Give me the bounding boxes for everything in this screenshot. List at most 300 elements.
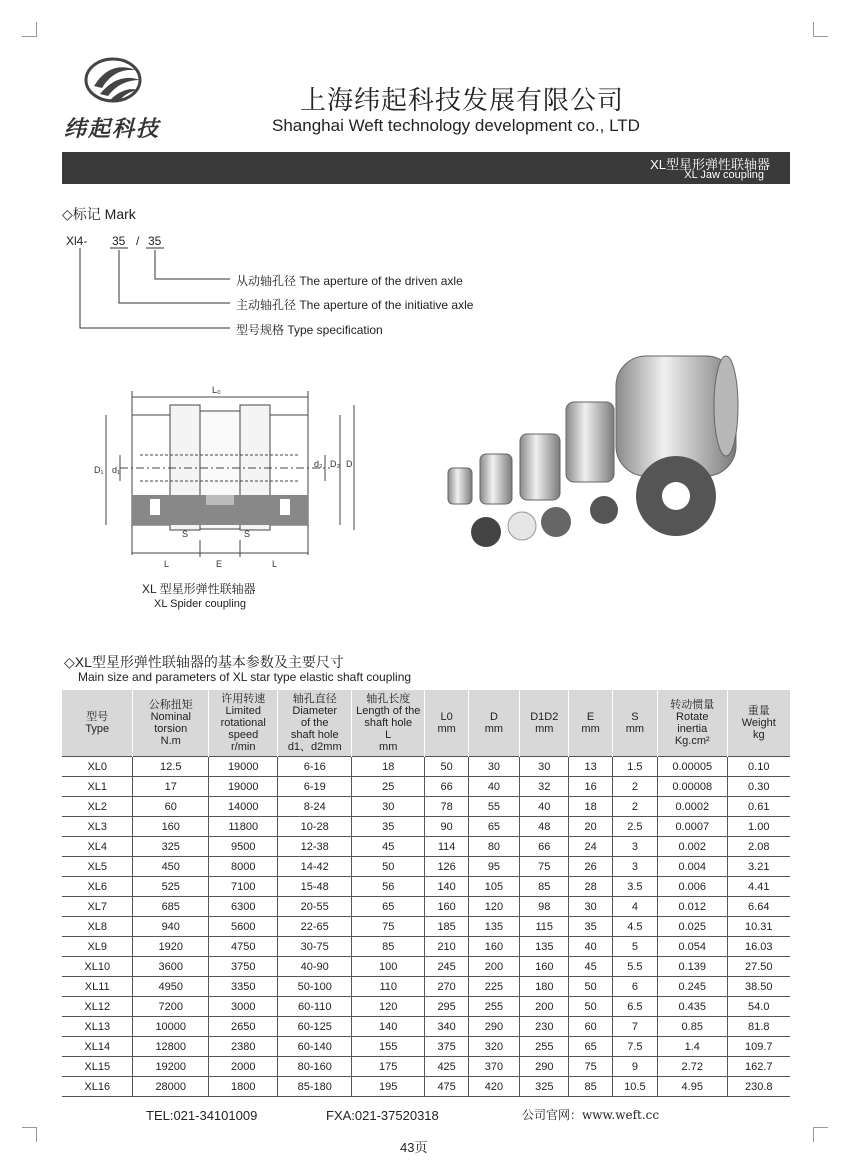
column-header-line: shaft hole	[290, 729, 339, 741]
table-cell: 160	[468, 937, 519, 957]
table-cell: 35	[569, 917, 612, 937]
table-cell: 45	[569, 957, 612, 977]
table-cell: 20	[569, 817, 612, 837]
table-row	[62, 957, 790, 977]
column-header-line: Length of the	[356, 705, 421, 717]
table-header-row	[62, 690, 790, 757]
table-cell: 940	[133, 917, 209, 937]
table-cell: 27.50	[727, 957, 790, 977]
table-cell: 30	[569, 897, 612, 917]
column-header-line: torsion	[154, 723, 188, 735]
table-cell: 3	[612, 857, 657, 877]
table-cell: 120	[351, 997, 425, 1017]
company-name-cn: 上海纬起科技发展有限公司	[300, 85, 625, 115]
column-header-line: N.m	[160, 735, 181, 747]
table-cell: 525	[133, 877, 209, 897]
table-cell: 160	[425, 897, 468, 917]
table-cell: 75	[520, 857, 569, 877]
column-header-line: Type	[85, 723, 110, 735]
table-cell: 14000	[209, 797, 278, 817]
table-cell: 230	[520, 1017, 569, 1037]
table-cell: 135	[468, 917, 519, 937]
table-cell: 60-125	[278, 1017, 352, 1037]
dim-l-left: L	[164, 559, 170, 569]
table-cell: 40	[468, 777, 519, 797]
table-cell: 475	[425, 1077, 468, 1097]
column-header-line: r/min	[231, 741, 256, 753]
table-cell: 6-16	[278, 757, 352, 777]
table-cell: 0.00005	[658, 757, 727, 777]
table-cell: 180	[520, 977, 569, 997]
column-header-line: 重量	[747, 705, 770, 717]
table-cell: 6300	[209, 897, 278, 917]
table-cell: 18	[569, 797, 612, 817]
table-cell: 135	[520, 937, 569, 957]
column-header-line: mm	[625, 723, 645, 735]
table-cell: 1.5	[612, 757, 657, 777]
table-cell: 2.5	[612, 817, 657, 837]
dim-d: D	[346, 459, 353, 469]
table-cell: 4.95	[658, 1077, 727, 1097]
table-cell: 40	[520, 797, 569, 817]
table-cell: 10000	[133, 1017, 209, 1037]
banner-title-en: XL Jaw coupling	[684, 169, 764, 181]
table-cell: 295	[425, 997, 468, 1017]
table-cell: 160	[133, 817, 209, 837]
table-cell: 12800	[133, 1037, 209, 1057]
table-title-cn: ◇XL型星形弹性联轴器的基本参数及主要尺寸	[64, 654, 344, 670]
table-cell: 100	[351, 957, 425, 977]
table-cell: 0.0007	[658, 817, 727, 837]
table-cell: 14-42	[278, 857, 352, 877]
table-cell: 30	[468, 757, 519, 777]
table-cell: 3.5	[612, 877, 657, 897]
table-cell: 2650	[209, 1017, 278, 1037]
column-header-line: 转动惯量	[670, 699, 715, 711]
table-row	[62, 997, 790, 1017]
table-cell: 3	[612, 837, 657, 857]
column-header-line: Rotate	[676, 711, 709, 723]
table-cell: 7	[612, 1017, 657, 1037]
table-cell: 66	[425, 777, 468, 797]
table-cell: XL15	[62, 1057, 133, 1077]
table-cell: 0.10	[727, 757, 790, 777]
table-cell: 11800	[209, 817, 278, 837]
table-cell: 16.03	[727, 937, 790, 957]
table-cell: 1920	[133, 937, 209, 957]
table-cell: 80	[468, 837, 519, 857]
table-cell: 0.025	[658, 917, 727, 937]
column-header	[425, 690, 468, 757]
table-cell: 65	[468, 817, 519, 837]
table-cell: 2	[612, 777, 657, 797]
table-cell: 45	[351, 837, 425, 857]
table-cell: 50	[425, 757, 468, 777]
table-cell: XL10	[62, 957, 133, 977]
table-cell: 65	[351, 897, 425, 917]
table-row	[62, 777, 790, 797]
table-cell: 50	[569, 997, 612, 1017]
table-cell: 245	[425, 957, 468, 977]
column-header-line: shaft hole	[364, 717, 413, 729]
table-cell: 2380	[209, 1037, 278, 1057]
table-cell: XL0	[62, 757, 133, 777]
table-cell: 2.08	[727, 837, 790, 857]
diagram-caption-cn: XL 型星形弹性联轴器	[142, 582, 256, 596]
table-cell: 80-160	[278, 1057, 352, 1077]
table-cell: 114	[425, 837, 468, 857]
table-cell: 50	[569, 977, 612, 997]
table-cell: 0.0002	[658, 797, 727, 817]
table-row	[62, 837, 790, 857]
table-cell: 8000	[209, 857, 278, 877]
code-prefix: Xl4-	[66, 234, 88, 248]
table-cell: 60	[569, 1017, 612, 1037]
table-cell: 0.002	[658, 837, 727, 857]
table-cell: 420	[468, 1077, 519, 1097]
table-cell: 7200	[133, 997, 209, 1017]
table-cell: 25	[351, 777, 425, 797]
table-row	[62, 917, 790, 937]
column-header	[658, 690, 727, 757]
table-row	[62, 857, 790, 877]
table-row	[62, 1017, 790, 1037]
table-cell: 65	[569, 1037, 612, 1057]
table-cell: 60-140	[278, 1037, 352, 1057]
table-cell: 19200	[133, 1057, 209, 1077]
table-row	[62, 757, 790, 777]
column-header-line: speed	[228, 729, 259, 741]
table-cell: 90	[425, 817, 468, 837]
column-header-line: Limited	[225, 705, 261, 717]
company-name-en: Shanghai Weft technology development co., LTD	[272, 116, 640, 135]
column-header-line: Diameter	[292, 705, 338, 717]
table-cell: 1.00	[727, 817, 790, 837]
dim-l0: L₀	[212, 385, 221, 395]
table-cell: 18	[351, 757, 425, 777]
table-cell: 375	[425, 1037, 468, 1057]
table-cell: 66	[520, 837, 569, 857]
column-header	[351, 690, 425, 757]
table-cell: XL8	[62, 917, 133, 937]
column-header-line: 轴孔长度	[366, 693, 411, 705]
table-cell: 56	[351, 877, 425, 897]
table-cell: 425	[425, 1057, 468, 1077]
table-cell: 225	[468, 977, 519, 997]
column-header	[278, 690, 352, 757]
footer-website: 公司官网：www.weft.cc	[522, 1108, 660, 1122]
coupling-technical-drawing	[90, 375, 370, 575]
table-row	[62, 817, 790, 837]
crop-mark	[813, 22, 828, 37]
column-header	[569, 690, 612, 757]
table-row	[62, 797, 790, 817]
dim-d1-outer: D₁	[94, 465, 104, 475]
table-cell: 16	[569, 777, 612, 797]
table-row	[62, 877, 790, 897]
table-cell: 19000	[209, 757, 278, 777]
table-cell: 95	[468, 857, 519, 877]
table-cell: 0.054	[658, 937, 727, 957]
table-cell: 450	[133, 857, 209, 877]
table-cell: XL6	[62, 877, 133, 897]
table-cell: 24	[569, 837, 612, 857]
dim-e: E	[216, 559, 223, 569]
column-header-line: Kg.cm²	[674, 735, 710, 747]
spec-initiative-axle: 主动轴孔径 The aperture of the initiative axle	[236, 298, 474, 312]
table-cell: 40-90	[278, 957, 352, 977]
table-cell: 12.5	[133, 757, 209, 777]
table-cell: 290	[520, 1057, 569, 1077]
table-cell: XL2	[62, 797, 133, 817]
column-header-line: Nominal	[150, 711, 191, 723]
table-cell: 17	[133, 777, 209, 797]
table-cell: XL1	[62, 777, 133, 797]
logo-text: 纬起科技	[64, 116, 161, 142]
column-header-line: 轴孔直径	[292, 693, 337, 705]
table-cell: 3.21	[727, 857, 790, 877]
dim-s-right: S	[244, 529, 251, 539]
column-header-line: Weight	[741, 717, 776, 729]
table-cell: 75	[569, 1057, 612, 1077]
table-cell: 40	[569, 937, 612, 957]
table-cell: 78	[425, 797, 468, 817]
table-cell: 0.012	[658, 897, 727, 917]
table-cell: 195	[351, 1077, 425, 1097]
table-cell: 5.5	[612, 957, 657, 977]
table-cell: 4.5	[612, 917, 657, 937]
table-cell: 6.64	[727, 897, 790, 917]
column-header-line: E	[586, 711, 595, 723]
column-header	[62, 690, 133, 757]
table-cell: 0.006	[658, 877, 727, 897]
column-header	[209, 690, 278, 757]
table-cell: 3000	[209, 997, 278, 1017]
column-header-line: mm	[484, 723, 504, 735]
column-header-line: mm	[535, 723, 554, 735]
table-cell: 10.5	[612, 1077, 657, 1097]
table-cell: 162.7	[727, 1057, 790, 1077]
column-header-line: 公称扭矩	[148, 699, 193, 711]
code-separator: /	[136, 234, 140, 248]
table-cell: 5600	[209, 917, 278, 937]
table-cell: 28	[569, 877, 612, 897]
table-cell: 35	[351, 817, 425, 837]
table-cell: 1.4	[658, 1037, 727, 1057]
spec-type: 型号规格 Type specification	[236, 323, 383, 337]
table-cell: 32	[520, 777, 569, 797]
table-cell: 13	[569, 757, 612, 777]
dim-d1: d₁	[112, 465, 121, 475]
column-header-line: d1、d2mm	[287, 741, 342, 753]
table-cell: 3600	[133, 957, 209, 977]
page-number: 43页	[400, 1140, 428, 1155]
product-photo	[430, 350, 760, 550]
mark-section-title: ◇标记 Mark	[62, 206, 136, 222]
table-cell: 9	[612, 1057, 657, 1077]
table-cell: 325	[520, 1077, 569, 1097]
table-cell: XL3	[62, 817, 133, 837]
table-cell: 54.0	[727, 997, 790, 1017]
table-cell: 126	[425, 857, 468, 877]
table-body	[62, 757, 790, 1097]
table-cell: XL16	[62, 1077, 133, 1097]
table-cell: 60	[133, 797, 209, 817]
column-header-line: mm	[437, 723, 456, 735]
table-cell: 155	[351, 1037, 425, 1057]
table-cell: 10-28	[278, 817, 352, 837]
column-header-line: L	[385, 729, 392, 741]
table-cell: 5	[612, 937, 657, 957]
table-cell: XL11	[62, 977, 133, 997]
table-cell: 140	[425, 877, 468, 897]
table-cell: 20-55	[278, 897, 352, 917]
crop-mark	[813, 1127, 828, 1142]
column-header	[133, 690, 209, 757]
table-cell: 4	[612, 897, 657, 917]
table-cell: 12-38	[278, 837, 352, 857]
table-cell: XL13	[62, 1017, 133, 1037]
table-cell: 109.7	[727, 1037, 790, 1057]
table-cell: 50	[351, 857, 425, 877]
table-row	[62, 1077, 790, 1097]
table-cell: 4750	[209, 937, 278, 957]
table-cell: 685	[133, 897, 209, 917]
table-cell: 0.30	[727, 777, 790, 797]
table-cell: 15-48	[278, 877, 352, 897]
table-cell: 200	[520, 997, 569, 1017]
table-cell: 30	[520, 757, 569, 777]
table-cell: 290	[468, 1017, 519, 1037]
table-cell: 55	[468, 797, 519, 817]
crop-mark	[22, 1127, 37, 1142]
table-cell: XL9	[62, 937, 133, 957]
table-cell: XL7	[62, 897, 133, 917]
table-cell: 10.31	[727, 917, 790, 937]
table-cell: 185	[425, 917, 468, 937]
column-header-line: kg	[752, 729, 765, 741]
table-cell: 4.41	[727, 877, 790, 897]
table-cell: 0.435	[658, 997, 727, 1017]
table-cell: 325	[133, 837, 209, 857]
spec-driven-axle: 从动轴孔径 The aperture of the driven axle	[236, 274, 463, 288]
table-cell: 28000	[133, 1077, 209, 1097]
code-driven-bore: 35	[148, 234, 162, 248]
table-cell: 210	[425, 937, 468, 957]
table-cell: 48	[520, 817, 569, 837]
column-header-line: rotational	[220, 717, 266, 729]
table-row	[62, 1037, 790, 1057]
column-header-line: of the	[300, 717, 329, 729]
table-cell: 50-100	[278, 977, 352, 997]
diagram-caption-en: XL Spider coupling	[154, 598, 246, 610]
table-cell: 110	[351, 977, 425, 997]
table-row	[62, 1057, 790, 1077]
table-cell: 60-110	[278, 997, 352, 1017]
table-row	[62, 897, 790, 917]
table-cell: 0.139	[658, 957, 727, 977]
table-cell: 320	[468, 1037, 519, 1057]
table-cell: 160	[520, 957, 569, 977]
column-header-line: 许用转速	[221, 693, 266, 705]
table-cell: 7.5	[612, 1037, 657, 1057]
table-title-en: Main size and parameters of XL star type elastic shaft coupling	[78, 670, 412, 684]
table-cell: 340	[425, 1017, 468, 1037]
table-cell: 85	[520, 877, 569, 897]
column-header	[727, 690, 790, 757]
table-cell: 115	[520, 917, 569, 937]
table-cell: 0.245	[658, 977, 727, 997]
column-header-line: mm	[581, 723, 600, 735]
table-cell: 30	[351, 797, 425, 817]
table-cell: 0.61	[727, 797, 790, 817]
table-cell: 6.5	[612, 997, 657, 1017]
table-cell: 4950	[133, 977, 209, 997]
table-cell: 175	[351, 1057, 425, 1077]
table-cell: 7100	[209, 877, 278, 897]
table-cell: 2	[612, 797, 657, 817]
table-cell: 9500	[209, 837, 278, 857]
table-cell: 105	[468, 877, 519, 897]
table-cell: 85	[569, 1077, 612, 1097]
table-cell: 85-180	[278, 1077, 352, 1097]
banner-title-cn: XL型星形弹性联轴器	[650, 157, 770, 172]
column-header	[520, 690, 569, 757]
table-cell: 0.85	[658, 1017, 727, 1037]
spec-table	[62, 690, 790, 1097]
table-cell: 230.8	[727, 1077, 790, 1097]
dim-d2-outer: D₂	[330, 459, 340, 469]
column-header	[468, 690, 519, 757]
table-cell: 30-75	[278, 937, 352, 957]
table-cell: 98	[520, 897, 569, 917]
dim-l-right: L	[272, 559, 278, 569]
column-header-line: 型号	[86, 711, 109, 723]
table-cell: 255	[468, 997, 519, 1017]
table-cell: XL4	[62, 837, 133, 857]
column-header-line: D1D2	[530, 711, 559, 723]
column-header-line: S	[631, 711, 639, 723]
column-header	[612, 690, 657, 757]
table-cell: XL5	[62, 857, 133, 877]
column-header-line: L0	[440, 711, 453, 723]
table-cell: 6-19	[278, 777, 352, 797]
table-cell: 140	[351, 1017, 425, 1037]
column-header-line: inertia	[677, 723, 708, 735]
table-cell: XL14	[62, 1037, 133, 1057]
table-cell: 255	[520, 1037, 569, 1057]
table-cell: 75	[351, 917, 425, 937]
table-row	[62, 977, 790, 997]
table-cell: 22-65	[278, 917, 352, 937]
mark-leader-lines	[0, 0, 240, 340]
table-cell: 120	[468, 897, 519, 917]
table-cell: 200	[468, 957, 519, 977]
footer-telephone: TEL:021-34101009	[146, 1108, 258, 1123]
table-cell: 0.004	[658, 857, 727, 877]
table-cell: 26	[569, 857, 612, 877]
table-cell: 85	[351, 937, 425, 957]
dim-s-left: S	[182, 529, 189, 539]
table-cell: 370	[468, 1057, 519, 1077]
table-cell: 8-24	[278, 797, 352, 817]
table-cell: 19000	[209, 777, 278, 797]
column-header-line: D	[489, 711, 498, 723]
table-cell: 2000	[209, 1057, 278, 1077]
table-cell: 0.00008	[658, 777, 727, 797]
table-cell: 1800	[209, 1077, 278, 1097]
column-header-line: mm	[379, 741, 398, 753]
